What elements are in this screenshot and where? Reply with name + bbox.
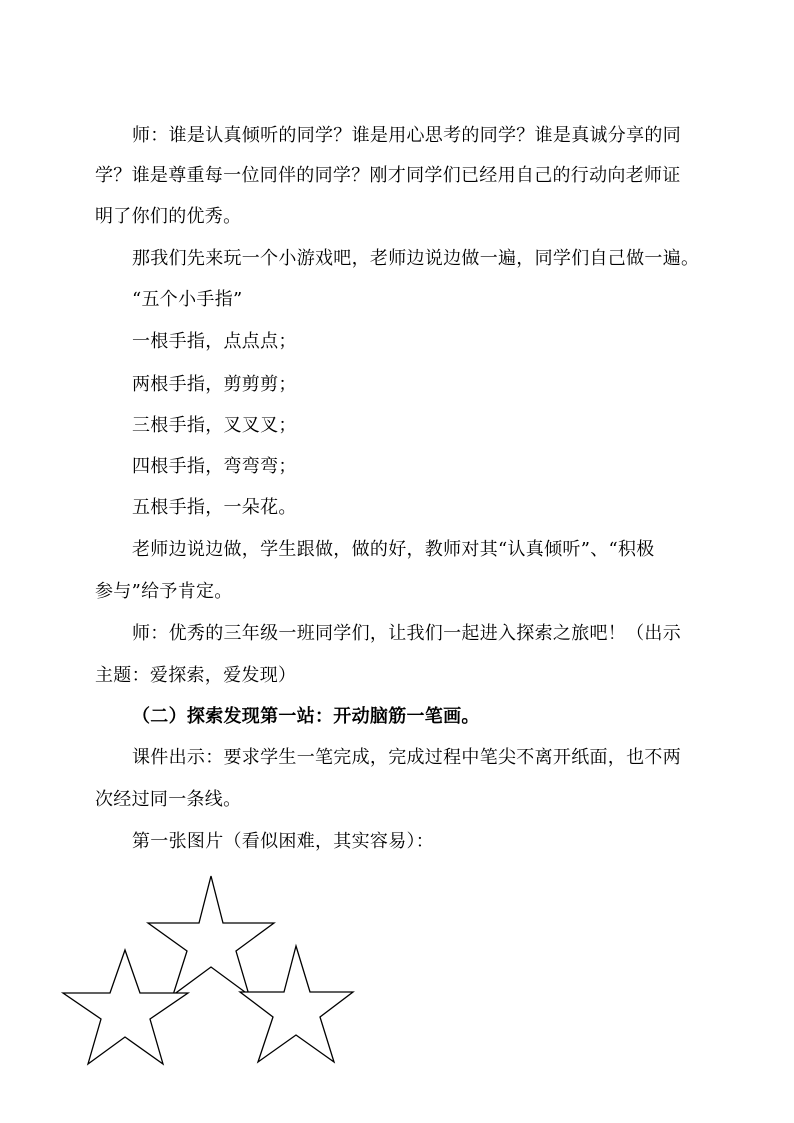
teacher-question-line-3: 明了你们的优秀。 xyxy=(95,206,242,227)
teacher-praise-line-1: 老师边说边做，学生跟做，做的好，教师对其“认真倾听”、“积极 xyxy=(132,539,655,560)
finger-rhyme-line-5: 五根手指，一朵花。 xyxy=(132,497,297,518)
right-star xyxy=(240,946,353,1062)
teacher-theme-line-1: 师：优秀的三年级一班同学们，让我们一起进入探索之旅吧！（出示 xyxy=(132,623,681,644)
game-intro-text: 那我们先来玩一个小游戏吧，老师边说边做一遍，同学们自己做一遍。 xyxy=(132,248,700,269)
courseware-instruction-line-2: 次经过同一条线。 xyxy=(95,789,242,810)
finger-rhyme-line-3: 三根手指，叉叉叉； xyxy=(132,415,297,436)
courseware-instruction-line-1: 课件出示：要求学生一笔完成，完成过程中笔尖不离开纸面，也不两 xyxy=(132,747,681,768)
teacher-theme-line-2: 主题：爱探索，爱发现） xyxy=(95,665,297,686)
teacher-question-line-2: 学？谁是尊重每一位同伴的同学？刚才同学们已经用自己的行动向老师证 xyxy=(95,165,681,186)
teacher-question-line-1: 师：谁是认真倾听的同学？谁是用心思考的同学？谁是真诚分享的同 xyxy=(132,125,681,146)
section-heading: （二）探索发现第一站：开动脑筋一笔画。 xyxy=(132,706,480,727)
finger-rhyme-line-2: 两根手指，剪剪剪； xyxy=(132,374,297,395)
three-linked-stars-icon xyxy=(55,868,365,1073)
game-title: “五个小手指” xyxy=(132,289,243,310)
left-star xyxy=(63,950,188,1064)
first-picture-caption: 第一张图片（看似困难，其实容易）： xyxy=(132,831,435,852)
top-star xyxy=(148,876,274,995)
teacher-praise-line-2: 参与”给予肯定。 xyxy=(95,581,233,602)
finger-rhyme-line-4: 四根手指，弯弯弯； xyxy=(132,456,297,477)
finger-rhyme-line-1: 一根手指，点点点； xyxy=(132,331,297,352)
